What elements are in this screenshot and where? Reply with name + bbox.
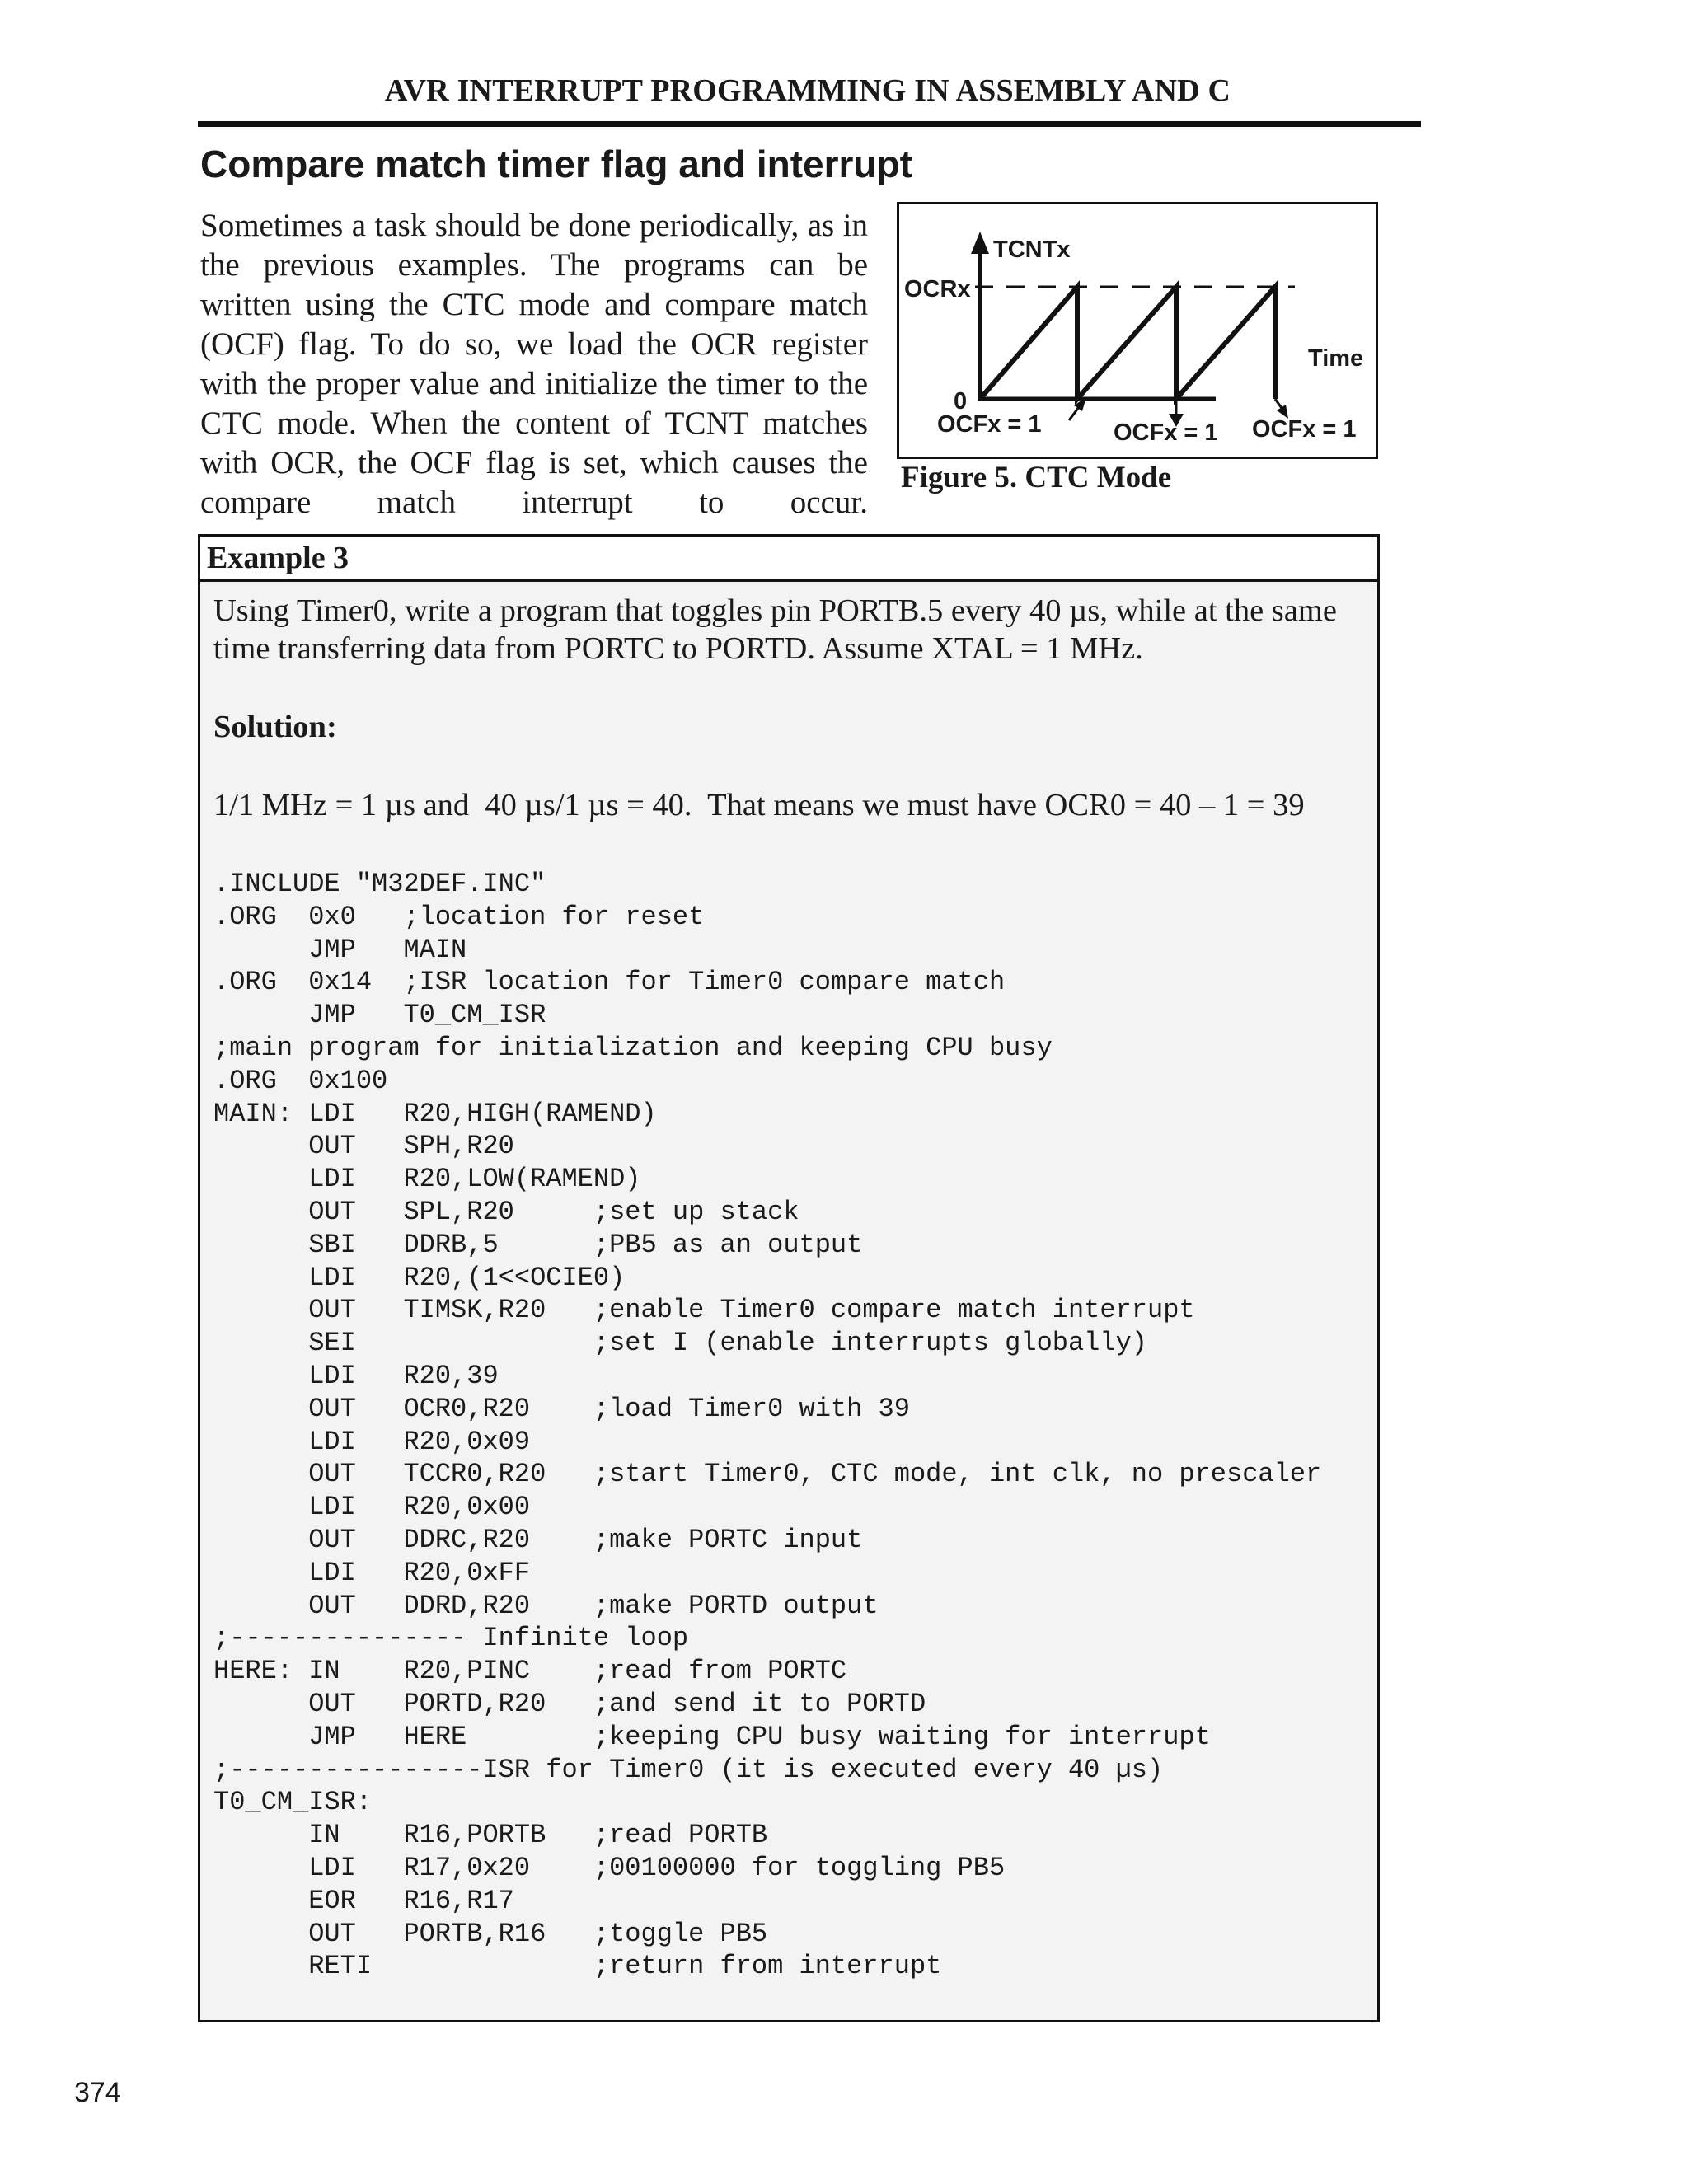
assembly-code-listing [213, 868, 1321, 1983]
page-number: 374 [74, 2077, 121, 2108]
code-line: SEI ;set I (enable interrupts globally) [213, 1328, 1147, 1359]
code-line: LDI R20,0x09 [213, 1426, 531, 1457]
y-axis-label: TCNTx [993, 237, 1071, 263]
code-line: JMP T0_CM_ISR [213, 1000, 546, 1031]
code-line: SBI DDRB,5 ;PB5 as an output [213, 1229, 863, 1260]
ctc-mode-figure [897, 202, 1378, 459]
example-problem: Using Timer0, write a program that toggles pin PORTB.5 every 40 µs, while at the same time transferring data from PORTC to PORTD. Assume XTAL = 1 MHz. [213, 593, 1337, 666]
code-line: LDI R20,(1<<OCIE0) [213, 1262, 626, 1293]
code-line: LDI R20,0xFF [213, 1557, 531, 1588]
figure-caption: Figure 5. CTC Mode [901, 461, 1172, 494]
header-rule [198, 121, 1421, 127]
code-line: OUT TIMSK,R20 ;enable Timer0 compare match interrupt [213, 1295, 1195, 1326]
code-line: OUT SPH,R20 [213, 1131, 514, 1162]
running-head: AVR INTERRUPT PROGRAMMING IN ASSEMBLY AND C [384, 73, 1231, 108]
code-line: LDI R17,0x20 ;00100000 for toggling PB5 [213, 1852, 1006, 1883]
code-line: OUT DDRD,R20 ;make PORTD output [213, 1590, 879, 1621]
code-line: ;--------------- Infinite loop [213, 1623, 689, 1654]
example-title: Example 3 [207, 541, 349, 575]
section-title: Compare match timer flag and interrupt [200, 143, 912, 185]
code-line: OUT SPL,R20 ;set up stack [213, 1196, 799, 1227]
code-line: LDI R20,39 [213, 1360, 499, 1391]
y-axis-arrow-icon [971, 232, 989, 254]
code-line: .ORG 0x0 ;location for reset [213, 901, 705, 932]
code-line: OUT TCCR0,R20 ;start Timer0, CTC mode, int clk, no prescaler [213, 1459, 1322, 1490]
code-line: JMP HERE ;keeping CPU busy waiting for interrupt [213, 1721, 1211, 1752]
code-line: LDI R20,LOW(RAMEND) [213, 1164, 641, 1195]
code-line: IN R16,PORTB ;read PORTB [213, 1820, 768, 1851]
code-line: OUT DDRC,R20 ;make PORTC input [213, 1524, 863, 1555]
code-line: ;----------------ISR for Timer0 (it is executed every 40 µs) [213, 1754, 1164, 1785]
code-line: .ORG 0x100 [213, 1065, 388, 1096]
code-line: ;main program for initialization and keeping CPU busy [213, 1032, 1053, 1063]
flag-label-2: OCFx = 1 [1114, 419, 1218, 446]
ctc-diagram [899, 204, 1376, 457]
zero-label: 0 [954, 388, 968, 415]
intro-paragraph: Sometimes a task should be done periodically, as in the previous examples. The programs can be written using the CTC mode and compare match (OCF) flag. To do so, we load the OCR register with the proper value and initialize the timer to the CTC mode. When the content of TCNT matches with OCR, the OCF flag is set, which causes the compare match interrupt to occur. [200, 208, 868, 520]
code-line: RETI ;return from interrupt [213, 1951, 942, 1982]
code-line: OUT OCR0,R20 ;load Timer0 with 39 [213, 1393, 910, 1424]
code-line: .INCLUDE "M32DEF.INC" [213, 869, 546, 899]
counter-sawtooth [980, 287, 1275, 399]
flag-label-1: OCFx = 1 [937, 411, 1042, 438]
solution-label: Solution: [213, 710, 337, 744]
code-line: OUT PORTD,R20 ;and send it to PORTD [213, 1688, 926, 1719]
x-axis-label: Time [1308, 345, 1364, 372]
code-line: .ORG 0x14 ;ISR location for Timer0 compare match [213, 967, 1006, 998]
code-line: HERE: IN R20,PINC ;read from PORTC [213, 1656, 847, 1687]
code-line: EOR R16,R17 [213, 1885, 514, 1916]
ocr-level-label: OCRx [904, 276, 971, 302]
code-line: LDI R20,0x00 [213, 1492, 531, 1523]
solution-calculation: 1/1 MHz = 1 µs and 40 µs/1 µs = 40. That means we must have OCR0 = 40 – 1 = 39 [213, 788, 1305, 823]
code-line: T0_CM_ISR: [213, 1787, 373, 1818]
code-line: OUT PORTB,R16 ;toggle PB5 [213, 1918, 768, 1949]
code-line: JMP MAIN [213, 934, 467, 965]
example-header [198, 534, 1380, 582]
flag-label-3: OCFx = 1 [1252, 416, 1357, 443]
code-line: MAIN: LDI R20,HIGH(RAMEND) [213, 1098, 657, 1129]
